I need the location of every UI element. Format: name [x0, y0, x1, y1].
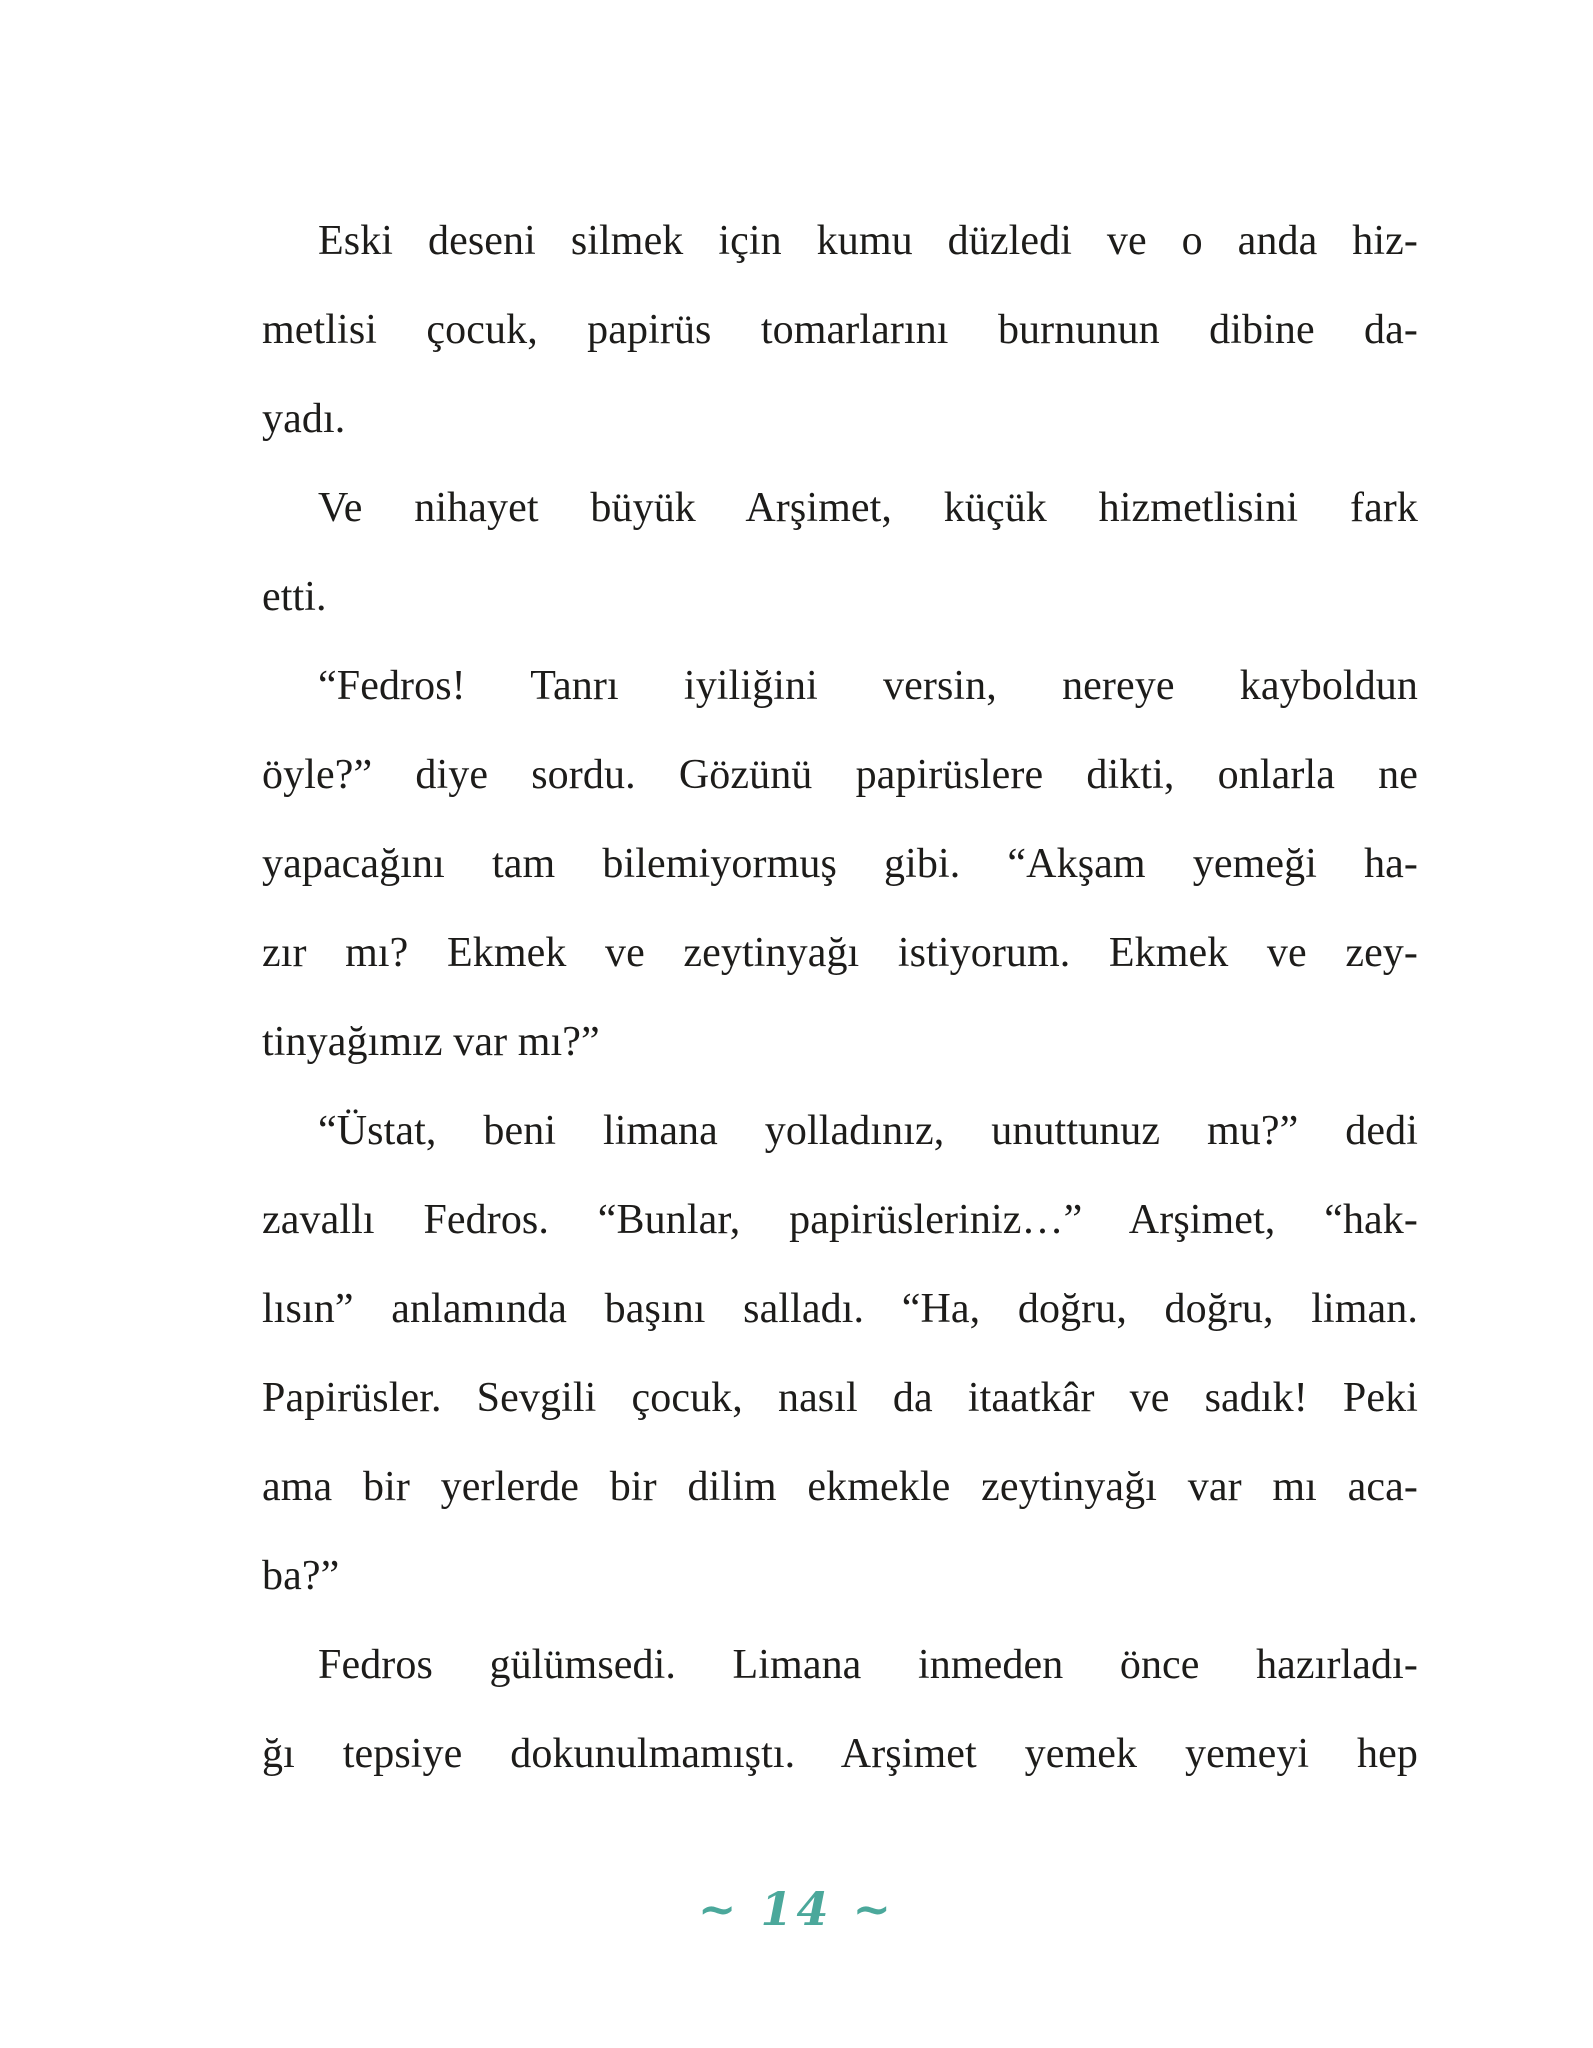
text-line: “Fedros! Tanrı iyiliğini versin, nereye kayboldun: [318, 663, 1418, 709]
text-line: ğı tepsiye dokunulmamıştı. Arşimet yemek yemeyi hep: [262, 1731, 1418, 1777]
text-line: “Üstat, beni limana yolladınız, unuttunuz mu?” dedi: [318, 1108, 1418, 1154]
text-line: ama bir yerlerde bir dilim ekmekle zeytinyağı var mı aca-: [262, 1464, 1418, 1510]
text-line: Ve nihayet büyük Arşimet, küçük hizmetlisini fark: [318, 485, 1418, 531]
text-line: yapacağını tam bilemiyormuş gibi. “Akşam yemeği ha-: [262, 841, 1418, 887]
text-line: yadı.: [262, 396, 346, 442]
text-line: lısın” anlamında başını salladı. “Ha, doğru, doğru, liman.: [262, 1286, 1418, 1332]
body-text: [262, 197, 1418, 1799]
text-line: tinyağımız var mı?”: [262, 1019, 600, 1065]
text-line: Eski deseni silmek için kumu düzledi ve o anda hiz-: [318, 218, 1418, 264]
text-line: zavallı Fedros. “Bunlar, papirüsleriniz…” Arşimet, “hak-: [262, 1197, 1418, 1243]
text-line: öyle?” diye sordu. Gözünü papirüslere dikti, onlarla ne: [262, 752, 1418, 798]
text-line: Papirüsler. Sevgili çocuk, nasıl da itaatkâr ve sadık! Peki: [262, 1375, 1418, 1421]
text-line: etti.: [262, 574, 327, 620]
text-line: metlisi çocuk, papirüs tomarlarını burnunun dibine da-: [262, 307, 1418, 353]
text-line: ba?”: [262, 1553, 340, 1599]
page-number: ~ 14 ~: [697, 1882, 896, 1936]
text-line: Fedros gülümsedi. Limana inmeden önce hazırladı-: [318, 1642, 1418, 1688]
text-line: zır mı? Ekmek ve zeytinyağı istiyorum. Ekmek ve zey-: [262, 930, 1418, 976]
